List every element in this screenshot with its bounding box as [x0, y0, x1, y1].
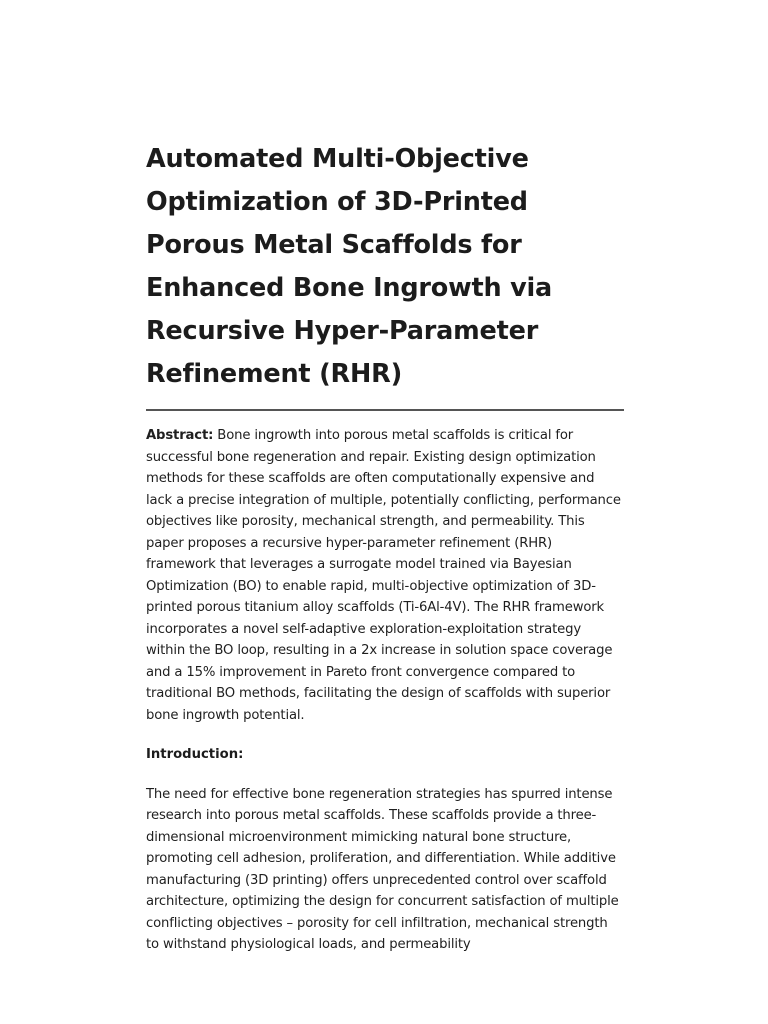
paper-page	[146, 138, 624, 956]
paper-title: Automated Multi-Objective Optimization of 3D-Printed Porous Metal Scaffolds for Enhanced Bone Ingrowth via Recursive Hyper-Parameter Refinement (RHR)	[146, 144, 553, 389]
title-divider	[146, 409, 624, 411]
abstract-text: Bone ingrowth into porous metal scaffolds is critical for successful bone regeneration and repair. Existing design optimization methods for these scaffolds are often computationally expensive and lack a precise integration of multiple, potentially conflicting, performance objectives like porosity, mechanical strength, and permeability. This paper proposes a recursive hyper-parameter refinement (RHR) framework that leverages a surrogate model trained via Bayesian Optimization (BO) to enable rapid, multi-objective optimization of 3D-printed porous titanium alloy scaffolds (Ti-6Al-4V). The RHR framework incorporates a novel self-adaptive exploration-exploitation strategy within the BO loop, resulting in a 2x increase in solution space coverage and a 15% improvement in Pareto front convergence compared to traditional BO methods, facilitating the design of scaffolds with superior bone ingrowth potential.	[146, 428, 621, 723]
abstract-paragraph	[146, 425, 624, 726]
introduction-paragraph: The need for effective bone regeneration strategies has spurred intense research into porous metal scaffolds. These scaffolds provide a three-dimensional microenvironment mimicking natural bone structure, promoting cell adhesion, proliferation, and differentiation. While additive manufacturing (3D printing) offers unprecedented control over scaffold architecture, optimizing the design for concurrent satisfaction of multiple conflicting objectives – porosity for cell infiltration, mechanical strength to withstand physiological loads, and permeability	[146, 786, 619, 952]
abstract-label: Abstract:	[146, 428, 214, 443]
introduction-heading: Introduction:	[146, 747, 244, 762]
